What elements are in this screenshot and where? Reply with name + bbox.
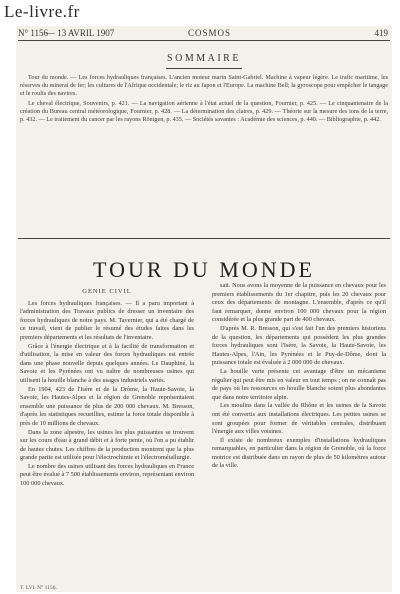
store-banner	[0, 0, 400, 25]
issue-date: — 13 AVRIL 1907	[46, 28, 115, 38]
running-header	[16, 28, 392, 40]
summary-end-rule	[18, 238, 390, 239]
article-text: — Il a paru important à l'administration des Travaux publics de dresser un inventaire des forces hydrauliques de notre pays. M. Tavernier, qui a été chargé de ce travail, vient de publier le résumé des études faites dans les premiers départements et les résultats de l'inventaire.	[20, 299, 194, 341]
article-paragraph: Il existe de nombreux exemples d'installations hydrauliques remarquables, en particulier dans la région de Grenoble, où la force motrice est distribuée dans un rayon de plus de 50 kilomètres autour de la ville.	[212, 436, 386, 470]
article-paragraph: D'après M. R. Bresson, qui s'est fait l'un des premiers historiens de la question, les départements qui possèdent les plus grandes forces hydrauliques sont l'Isère, la Savoie, la Haute-Savoie, les Hautes-Alpes, l'Ain, les Pyrénées et le Puy-de-Dôme, dont la puissance totale est évaluée à 2 000 000 de chevaux.	[212, 324, 386, 367]
article-title: Les forces hydrauliques françaises.	[28, 299, 123, 307]
header-rule	[18, 40, 390, 41]
article-paragraph: La houille verte présente cet avantage d'être un mécanisme régulier qui peut être mis en valeur en tout temps ; on ne connaît pas de pays où les ressources en houille blanche soient plus abondantes que dans notre territoire alpin.	[212, 367, 386, 401]
article-paragraph: Le nombre des usines utilisant des forces hydrauliques en France peut être évalué à 7 500 établissements environ, représentant environ 100 000 chevaux.	[20, 462, 194, 488]
article-paragraph: En 1904, 423 de l'Isère et de la Drôme, la Haute-Savoie, la Savoie, les Hautes-Alpes et la région de Grenoble représentaient ensemble une puissance de plus de 200 000 chevaux. M. Bresson, d'après les statistiques recueillies, estime la force totale disponible à près de 10 millions de chevaux.	[20, 385, 194, 427]
article-subhead: GÉNIE CIVIL	[82, 288, 132, 295]
document-page	[16, 26, 392, 592]
summary-title: SOMMAIRE	[167, 53, 241, 64]
article-paragraph: sait. Nous avons la moyenne de la puissance en chevaux pour les premiers établissements du 1er chapitre, puis les 20 chevaux pour ceux des départements de montagne. L'ensemble, d'après ce qu'il faut remarquer, donne environ 100 000 chevaux pour la région considérée et la plus grande part de 400 chevaux.	[212, 282, 386, 324]
summary-paragraph: Le cheval électrique, Souvenirs, p. 421. — La navigation aérienne à l'état actuel de la question, Fournier, p. 425. — Le cinquantenaire de la création du Bureau central météorologique, Fournier, p. 428. — La détermination des claires, p. 429. — Théorie sur la mesure des ions de la terre, p. 432. — Le traitement du cancer par les rayons Röntgen, p. 435. — Sociétés savantes : Académie des sciences, p. 440. — Bibliographie, p. 442.	[20, 100, 388, 123]
summary-title-rule	[166, 68, 242, 69]
page-number: 419	[374, 28, 388, 38]
store-logo: Le-livre.fr	[4, 2, 80, 21]
article-paragraph	[20, 300, 194, 343]
article-column-right	[212, 282, 386, 584]
article-paragraph: Grâce à l'énergie électrique et à la facilité de transformation et d'utilisation, la mise en valeur des forces hydrauliques est entrée dans une phase nouvelle depuis quelques années. Le Dauphiné, la Savoie et les Pyrénées ont vu naître de nombreuses usines qui utilisent la houille blanche à des usages industriels variés.	[20, 342, 194, 384]
article-column-left	[20, 288, 194, 584]
article-paragraph: Les moulins dans la vallée du Rhône et les usines de la Savoie ont été convertis aux installations électriques. Les petites usines se sont groupées pour former de véritables centrales, distribuant l'énergie aux villes voisines.	[212, 402, 386, 436]
page-footer: T. LVI. N° 1156.	[20, 585, 57, 591]
issue-number: N° 1156	[18, 28, 49, 38]
magazine-name: COSMOS	[188, 28, 232, 38]
section-title: TOUR DU MONDE	[93, 257, 315, 282]
summary-body	[20, 74, 388, 127]
summary-paragraph: Tour du monde. — Les forces hydrauliques françaises. L'ancien moteur marin Saint-Gabriel. Machine à vapeur légère. Le trafic maritime, les réserves du minerai de fer; les cultures de l'Afrique occidentale; le riz au Japon et l'Europe. La machine Bell; la gyroscope pour empêcher le tangage et le roulis des navires.	[20, 74, 388, 97]
article-paragraph: Dans la zone alpestre, les usines les plus puissantes se trouvent sur les cours d'eau à grand débit et à forte pente, où l'on a pu établir de hautes chutes. Les chiffres de la production montrent que la plus grande partie est utilisée pour l'électrochimie et l'électrométallurgie.	[20, 428, 194, 462]
